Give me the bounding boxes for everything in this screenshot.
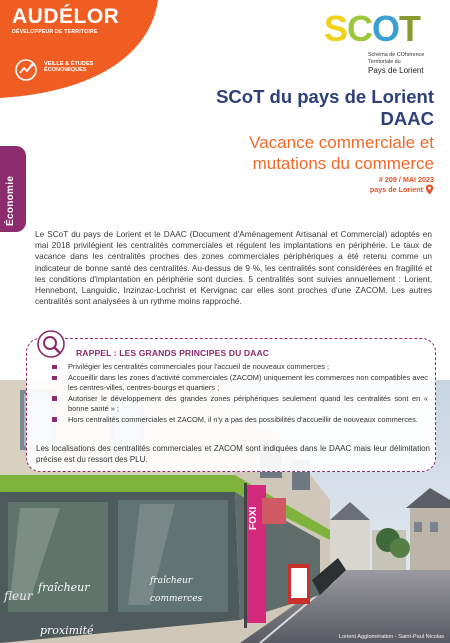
rappel-note: Les localisations des centralités commerciales et ZACOM sont indiquées dans le DAAC mais leur délimitation précise est du ressort des PLU. <box>36 444 430 464</box>
brand-tagline: DÉVELOPPEUR DE TERRITOIRE <box>12 29 98 35</box>
bullet-text: Autoriser le développement des grandes zones périphériques seulement quand les centralités sont en « bonne santé » ; <box>68 393 428 413</box>
side-tab-economie[interactable] <box>0 146 26 232</box>
square-bullet-icon <box>52 376 57 381</box>
shop-word-fleur: fleur <box>4 589 33 603</box>
list-item <box>52 415 428 425</box>
page-subtitle <box>114 132 434 174</box>
side-tab-label: Économie <box>5 175 16 226</box>
rappel-heading: RAPPEL : LES GRANDS PRINCIPES DU DAAC <box>76 348 270 358</box>
bullet-text: Privilégier les centralités commerciales pour l'accueil de nouveaux commerces ; <box>68 362 330 371</box>
title-line1: SCoT du pays de Lorient <box>216 86 434 107</box>
title-line2: DAAC <box>380 108 434 129</box>
rappel-bullet-list <box>52 362 428 426</box>
scot-caption-line1: Schéma de COhérence <box>368 52 425 58</box>
scot-letter-t: T <box>399 8 421 49</box>
scot-letter-s: S <box>324 8 348 49</box>
scot-wordmark <box>324 10 420 48</box>
magnifier-icon <box>36 329 70 363</box>
place-label: pays de Lorient <box>369 185 423 194</box>
place-row <box>370 184 434 195</box>
square-bullet-icon <box>52 396 57 401</box>
subtitle-line1: Vacance commerciale et <box>249 133 434 152</box>
brand-corner <box>0 0 160 100</box>
section-text: VEILLE & ÉTUDES ÉCONOMIQUES <box>44 61 94 74</box>
shop-word-fraicheur-2: fraîcheur <box>150 576 193 586</box>
scot-caption-line2: Territoriale du <box>368 59 401 65</box>
veille-icon <box>14 58 38 82</box>
shop-word-proximite: proximité <box>40 624 94 637</box>
page-title <box>114 86 434 130</box>
scot-logo[interactable] <box>324 10 442 84</box>
shop-word-fraicheur: fraîcheur <box>38 581 90 594</box>
photo-credit: Lorient Agglomération - Saint-Paul Nicolas <box>338 634 444 640</box>
scot-letter-c: C <box>347 8 373 49</box>
bullet-text: Accueillir dans les zones d'activité commerciales (ZACOM) uniquement les commerces non compatibles avec les centres-villes, centres-bourgs et quartiers ; <box>68 372 428 392</box>
list-item <box>52 362 428 372</box>
subtitle-line2: mutations du commerce <box>252 154 434 173</box>
flag-text: FOXI <box>248 506 259 530</box>
square-bullet-icon <box>52 417 57 422</box>
audelor-logo[interactable] <box>12 6 122 35</box>
square-bullet-icon <box>52 365 57 370</box>
section-label <box>14 58 134 84</box>
list-item <box>52 394 428 414</box>
brand-name: AUDÉLOR <box>12 5 120 28</box>
scot-letter-o: O <box>372 8 400 49</box>
intro-paragraph: Le SCoT du pays de Lorient et le DAAC (Document d'Aménagement Artisanal et Commercial) adoptés en mai 2018 privilégient les centralités commerciales et régulent les implantations en périphérie. Le taux de vacance dans les centralités proches des zones commerciales périphériques a été retenu comme un indicateur de bonne santé des centralités. Au-dessus de 9 %, les centralités sont considérées en fragilité et les conditions d'implantation en périphérie sont durcies. 5 centralités sont suivies annuellement : Lorient, Hennebont, Languidic, Inzinzac-Lochrist et Kervignac car elles sont proches d'une ZACOM. Les autres centralités sont analysées à un rythme moins rapproché. <box>35 230 432 307</box>
issue-number: # 209 / MAI 2023 <box>378 175 434 184</box>
scot-caption <box>368 52 442 76</box>
location-pin-icon <box>425 184 434 195</box>
list-item <box>52 373 428 393</box>
shop-word-commerces: commerces <box>150 594 203 604</box>
bullet-text: Hors centralités commerciales et ZACOM, il n'y a pas des possibilités d'accueillir de nouveaux commerces. <box>68 414 418 424</box>
scot-caption-line3: Pays de Lorient <box>368 66 424 75</box>
